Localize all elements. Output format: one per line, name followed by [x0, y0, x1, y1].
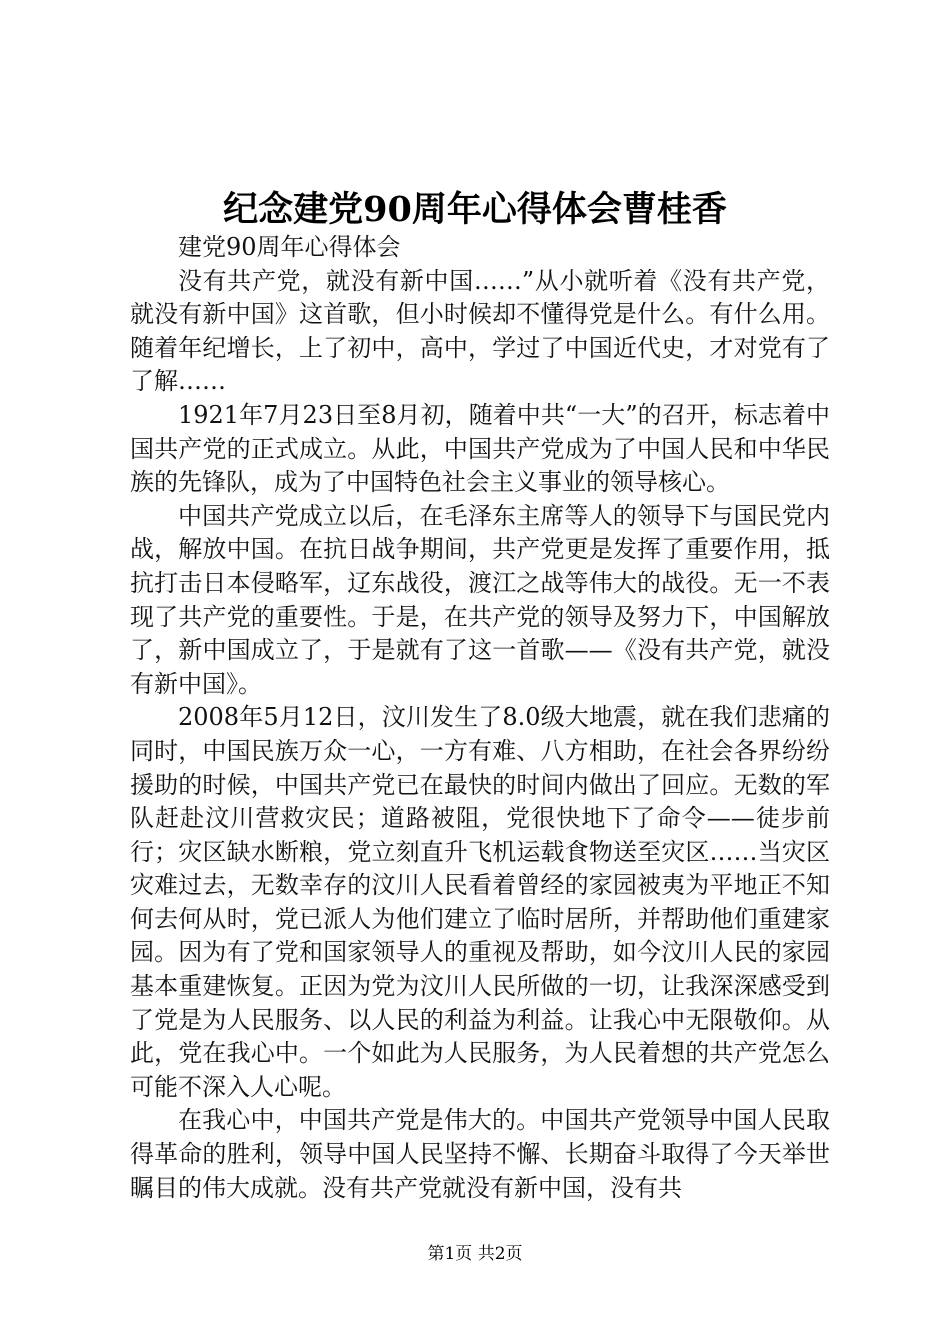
paragraph: 中国共产党成立以后，在毛泽东主席等人的领导下与国民党内战，解放中国。在抗日战争期间，共产党更是发挥了重要作用，抵抗打击日本侵略军，辽东战役，渡江之战等伟大的战役。无一不表现了共产党的重要性。于是，在共产党的领导及努力下，中国解放了，新中国成立了，于是就有了这一首歌——《没有共产党，就没有新中国》。	[130, 501, 830, 698]
paragraph: 没有共产党，就没有新中国……”从小就听着《没有共产党，就没有新中国》这首歌，但小时候却不懂得党是什么。有什么用。随着年纪增长，上了初中，高中，学过了中国近代史，才对党有了了解……	[130, 266, 830, 396]
paragraph-subtitle: 建党90周年心得体会	[178, 233, 401, 261]
document-title: 纪念建党90周年心得体会曹桂香	[223, 189, 727, 230]
document-body	[130, 231, 830, 1205]
paragraph: 在我心中，中国共产党是伟大的。中国共产党领导中国人民取得革命的胜利，领导中国人民坚持不懈、长期奋斗取得了今天举世瞩目的伟大成就。没有共产党就没有新中国，没有共	[130, 1106, 830, 1202]
paragraph: 1921年7月23日至8月初，随着中共“一大”的召开，标志着中国共产党的正式成立。从此，中国共产党成为了中国人民和中华民族的先锋队，成为了中国特色社会主义事业的领导核心。	[130, 400, 830, 497]
page-footer: 第1页 共2页	[427, 1244, 523, 1264]
paragraph: 2008年5月12日，汶川发生了8.0级大地震，就在我们悲痛的同时，中国民族万众一心，一方有难、八方相助，在社会各界纷纷援助的时候，中国共产党已在最快的时间内做出了回应。无数的军队赶赴汶川营救灾民；道路被阻，党很快地下了命令——徒步前行；灾区缺水断粮，党立刻直升飞机运载食物送至灾区……当灾区灾难过去，无数幸存的汶川人民看着曾经的家园被夷为平地正不知何去何从时，党已派人为他们建立了临时居所，并帮助他们重建家园。因为有了党和国家领导人的重视及帮助，如今汶川人民的家园基本重建恢复。正因为党为汶川人民所做的一切，让我深深感受到了党是为人民服务、以人民的利益为利益。让我心中无限敬仰。从此，党在我心中。一个如此为人民服务，为人民着想的共产党怎么可能不深入人心呢。	[130, 703, 830, 1101]
